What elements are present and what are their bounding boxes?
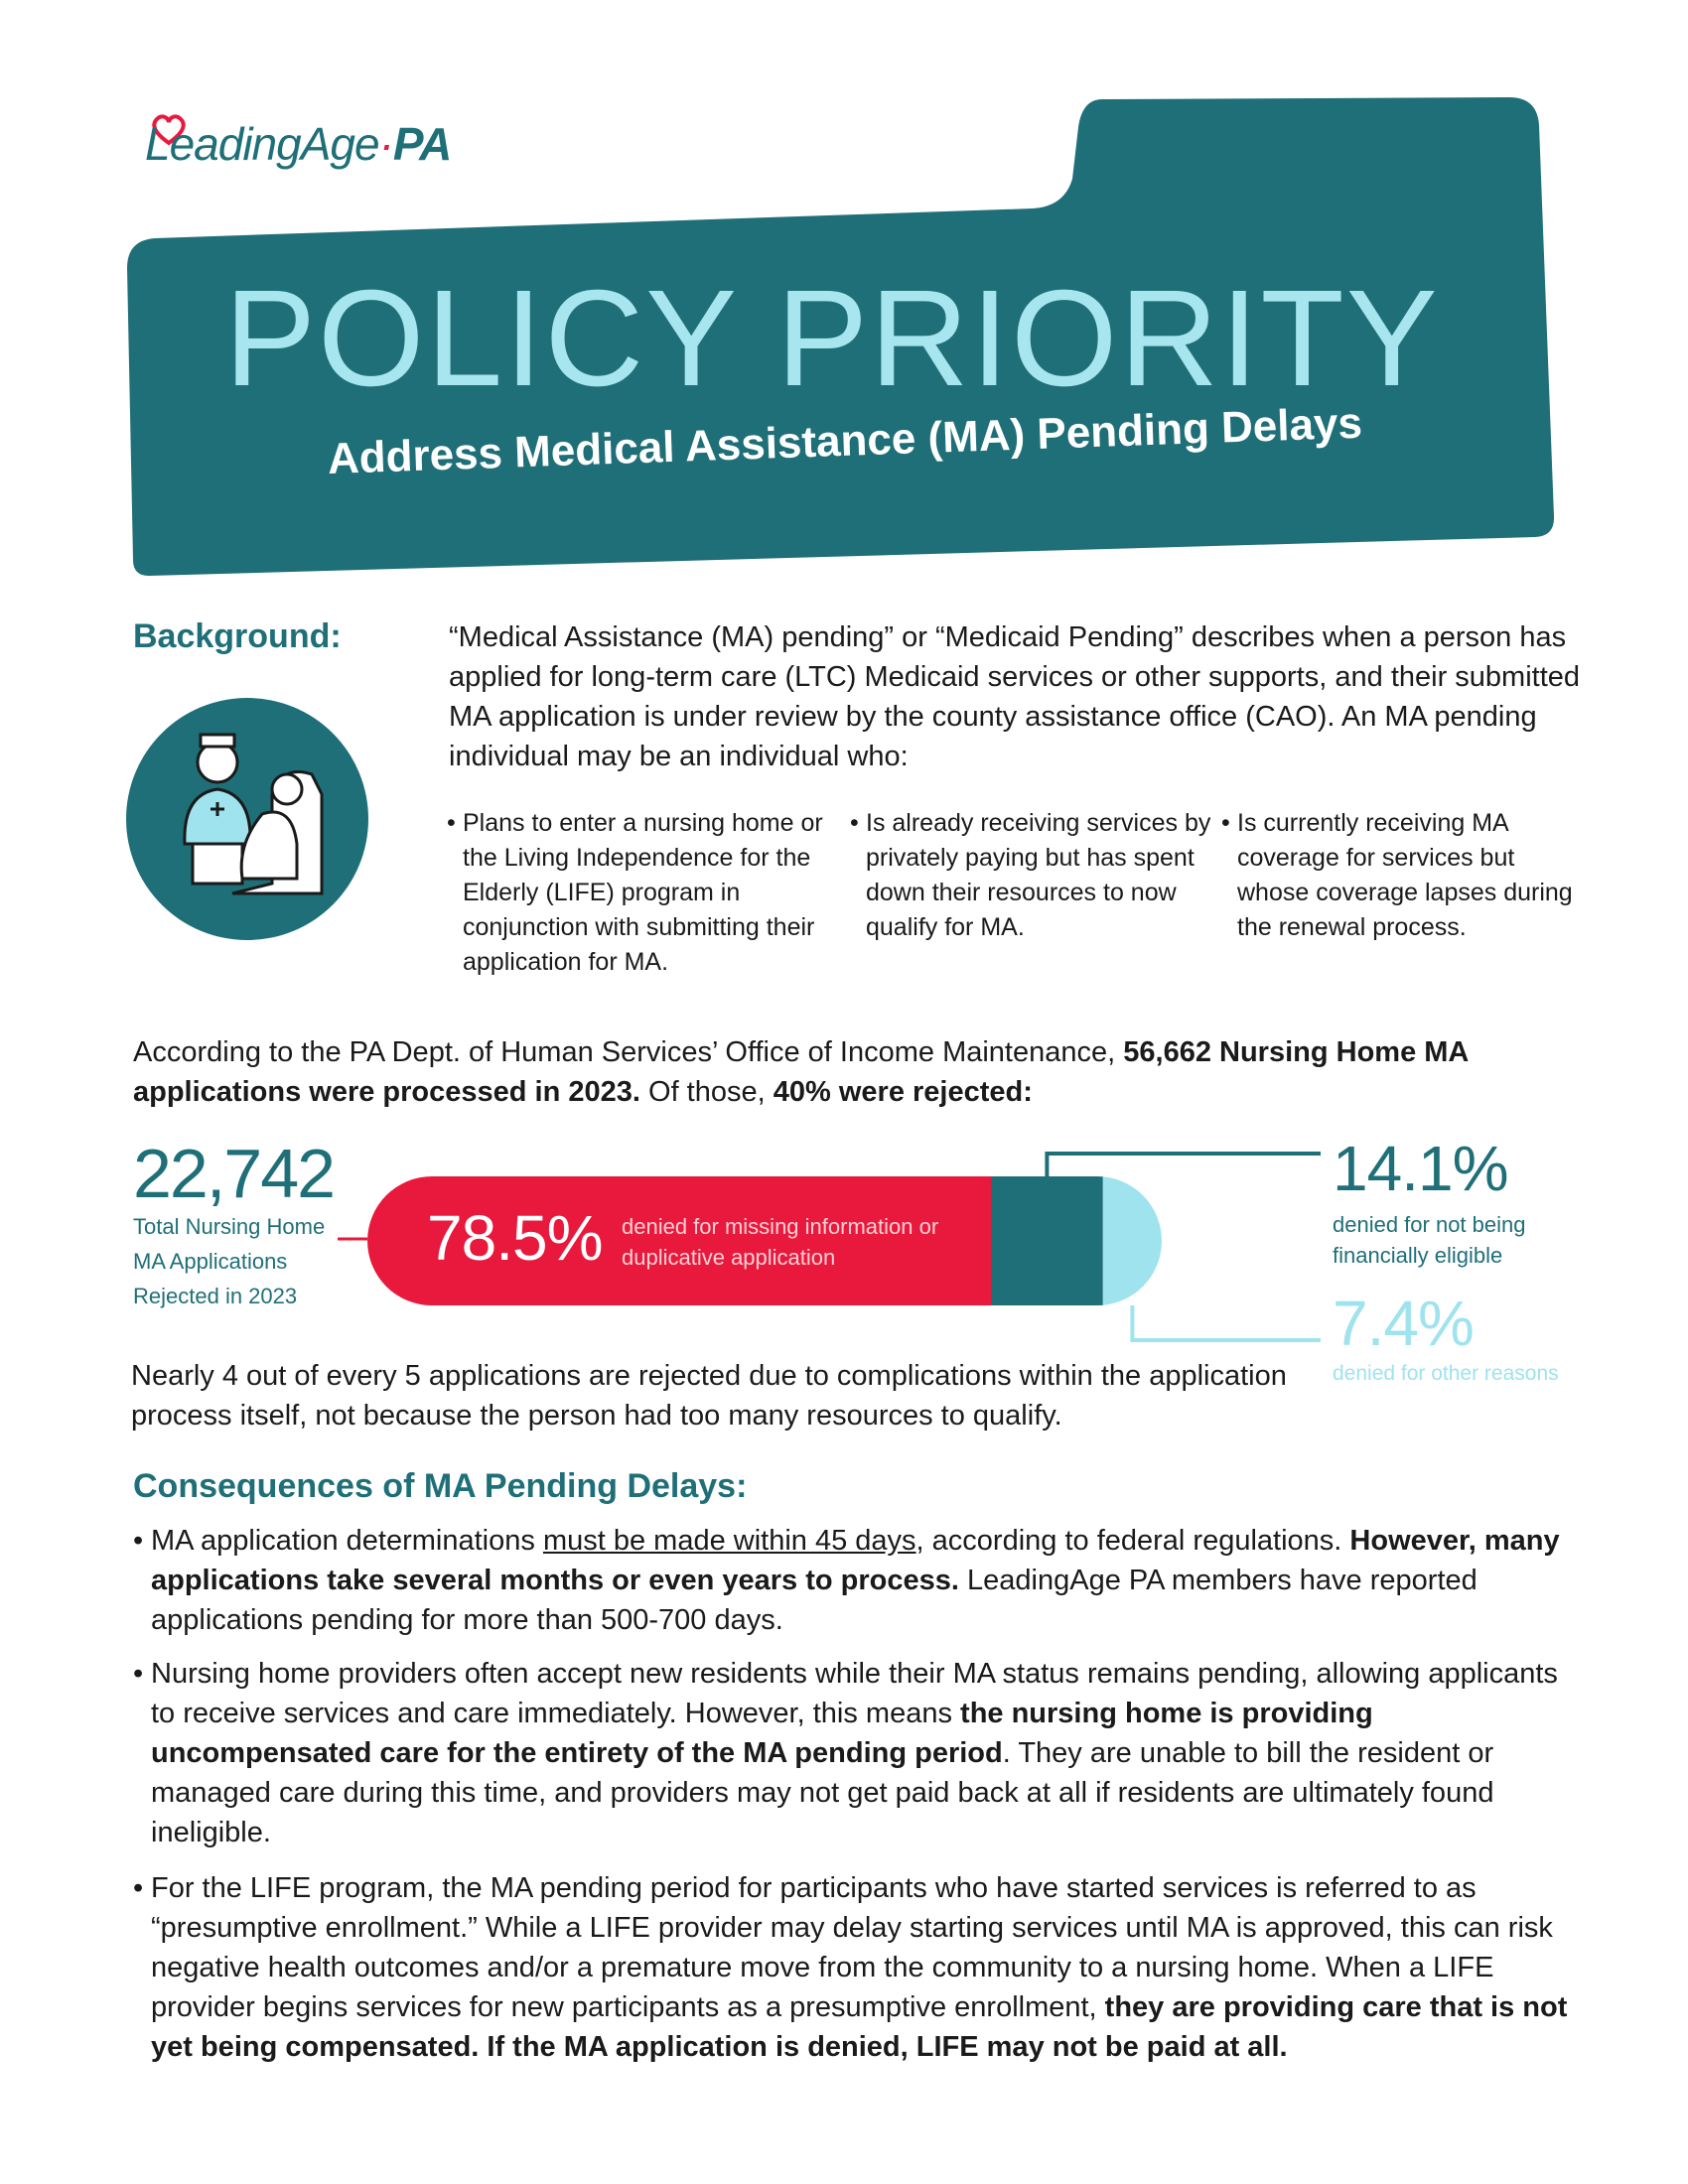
background-bullet: • Is already receiving services by privately paying but has spent down their resources to now qualify for MA. <box>866 806 1213 945</box>
stats-intro-text: Of those, <box>639 1076 774 1108</box>
consequence-text: Nursing home providers often accept new residents while their MA status remains pending, allowing applicants to receive services and care immediately. However, this means <box>151 1658 1558 1729</box>
stats-intro-bold: 40% were rejected: <box>773 1076 1033 1108</box>
chart-bar-other-reasons <box>1097 1176 1162 1305</box>
stats-summary: Nearly 4 out of every 5 applications are rejected due to complications within the application process itself, not because the person had too many resources to qualify. <box>131 1360 1287 1432</box>
consequence-item <box>151 1868 1571 2067</box>
total-rejected-value: 22,742 <box>133 1135 335 1212</box>
logo-text-age: Age <box>300 118 379 170</box>
consequences-heading: Consequences of MA Pending Delays: <box>133 1467 748 1505</box>
pct-other-reasons-label: denied for other reasons <box>1333 1362 1559 1385</box>
consequence-bold: they are providing care that is not yet being compensated. If the MA application is denied, LIFE may not be paid at all. <box>151 1991 1568 2063</box>
consequence-underline: must be made within 45 days <box>542 1525 916 1557</box>
nurse-patient-illustration <box>123 695 371 943</box>
background-bullet: • Is currently receiving MA coverage for services but whose coverage lapses during the renewal process. <box>1237 806 1575 945</box>
consequence-text: LeadingAge PA members have reported applications pending for more than 500-700 days. <box>151 1565 1477 1636</box>
leadingage-pa-logo: LeadingAge·PA <box>145 118 452 170</box>
background-bullet: • Plans to enter a nursing home or the Living Independence for the Elderly (LIFE) program in conjunction with submitting their application for MA. <box>463 806 840 980</box>
consequence-text: For the LIFE program, the MA pending period for participants who have started services is referred to as “presumptive enrollment.” While a LIFE provider may delay starting services until MA is approved, this can risk negative health outcomes and/or a premature move from the community to a nursing home. When a LIFE provider begins services for new participants as a presumptive enrollment, <box>151 1872 1553 2023</box>
consequence-text: MA application determinations <box>151 1525 543 1557</box>
background-text: “Medical Assistance (MA) pending” or “Medicaid Pending” describes when a person has applied for long-term care (LTC) Medicaid services or other supports, and their submitted MA application is under review by the county assistance office (CAO). An MA pending individual may be an individual who: <box>449 621 1581 772</box>
consequence-text: . They are unable to bill the resident or managed care during this time, and providers may not get paid back at all if residents are ultimately found ineligible. <box>151 1737 1494 1848</box>
consequence-item <box>151 1654 1561 1852</box>
pct-other-reasons: 7.4% <box>1333 1288 1474 1359</box>
total-rejected-label: Total Nursing Home MA Applications Rejected in 2023 <box>133 1214 326 1308</box>
chart-bar-not-eligible <box>991 1176 1103 1305</box>
leader-line-other-reasons <box>1132 1305 1321 1340</box>
stats-intro <box>133 1032 1563 1112</box>
logo-text-pa: PA <box>392 118 452 170</box>
consequence-item <box>151 1521 1561 1640</box>
stats-intro-bold: 56,662 Nursing Home MA applications were processed in 2023. <box>133 1036 1469 1108</box>
consequence-bold: However, many applications take several months or even years to process. <box>151 1525 1560 1596</box>
pct-not-eligible-label: denied for not being financially eligible <box>1333 1212 1526 1268</box>
pct-missing-info: 78.5% <box>427 1202 603 1274</box>
pct-not-eligible: 14.1% <box>1333 1133 1508 1204</box>
pct-missing-info-label: denied for missing information or duplicative application <box>622 1214 939 1270</box>
stats-intro-text: According to the PA Dept. of Human Services’ Office of Income Maintenance, <box>133 1036 1124 1068</box>
consequence-bold: the nursing home is providing uncompensated care for the entirety of the MA pending period <box>151 1698 1373 1769</box>
consequence-text: , according to federal regulations. <box>915 1525 1350 1557</box>
background-heading: Background: <box>133 617 342 655</box>
page-subtitle: Address Medical Assistance (MA) Pending Delays <box>327 398 1363 483</box>
logo-text-leading: Leading <box>145 118 301 170</box>
page-title: POLICY PRIORITY <box>224 262 1440 415</box>
leader-line-not-eligible <box>1047 1154 1321 1176</box>
